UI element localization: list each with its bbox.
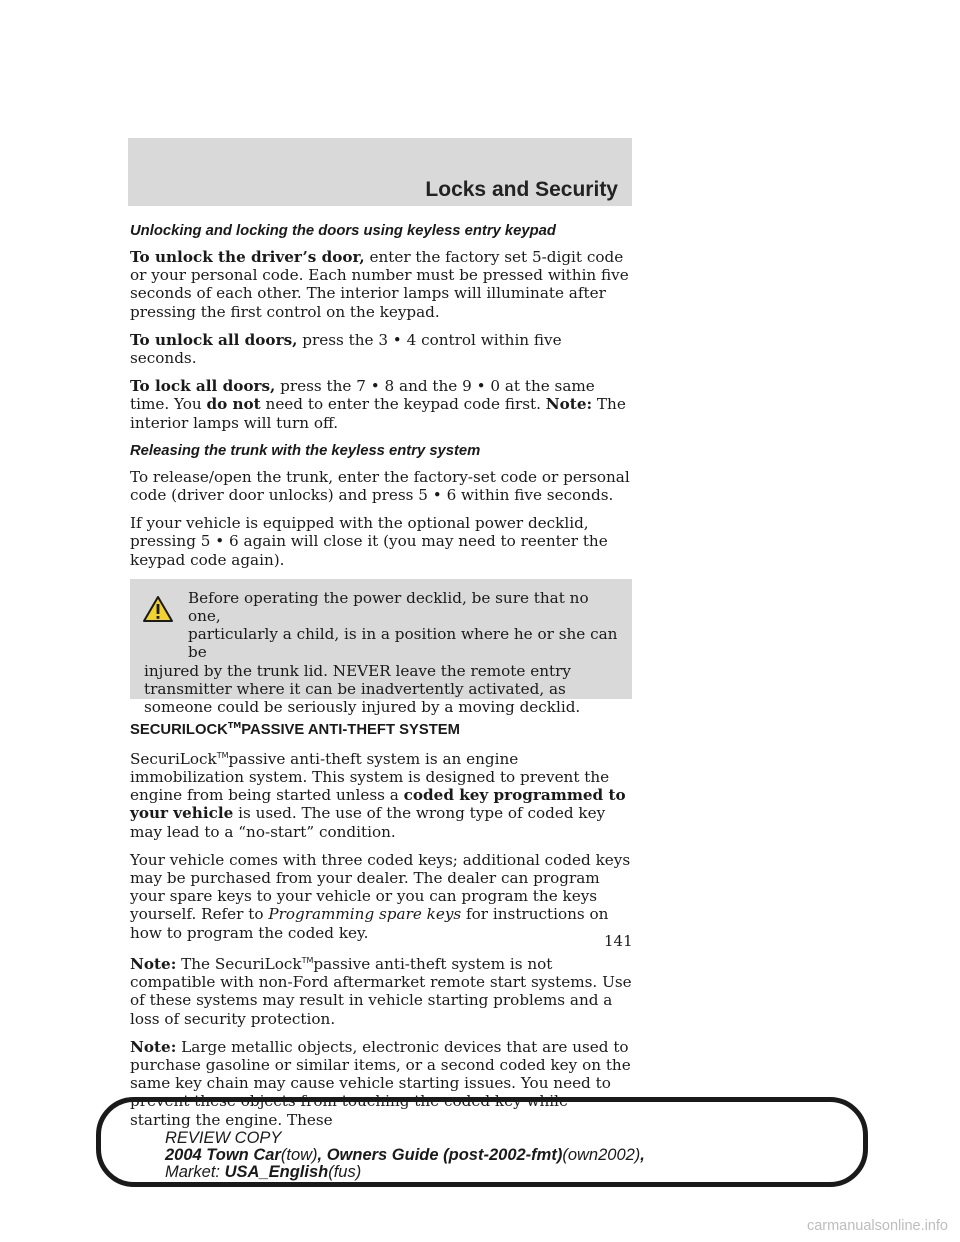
section-header-band	[128, 138, 632, 206]
review-market-code: (fus)	[328, 1163, 362, 1181]
securilock-p2-italic: Programming spare keys	[268, 905, 462, 924]
lock-all-text-1: press the 7 • 8 and the 9 • 0 at the same time. You	[130, 377, 595, 414]
unlock-driver-paragraph	[130, 248, 632, 321]
review-guide: Owners Guide (post-2002-fmt)	[326, 1146, 563, 1164]
unlock-driver-text: enter the factory set 5-digit code or your personal code. Each number must be pressed within five seconds of each other. The interior lamps will illuminate after pressing the first control on the keypad.	[130, 248, 629, 321]
review-guide-code: (own2002)	[562, 1146, 641, 1164]
review-copy-model-line: 2004 Town Car(tow), Owners Guide (post-2002-fmt)(own2002),	[165, 1146, 645, 1164]
unlock-all-label: To unlock all doors,	[130, 330, 298, 349]
review-copy-text	[165, 1130, 645, 1181]
review-copy-title: REVIEW COPY	[165, 1129, 282, 1147]
securilock-p2-a: Your vehicle comes with three coded keys; additional coded keys may be purchased from your dealer. The dealer can program your spare keys to your vehicle or you can program the keys yourself. Refer to	[130, 850, 631, 924]
warning-rest: injured by the trunk lid. NEVER leave the remote entry transmitter where it can be inadvertently activated, as someone could be seriously injured by a moving decklid.	[144, 661, 581, 717]
lock-all-paragraph	[130, 377, 632, 432]
review-market-label: Market:	[165, 1163, 221, 1181]
warning-box	[130, 579, 632, 717]
lock-all-note: The interior lamps will turn off.	[130, 395, 626, 432]
note-label: Note:	[130, 1037, 177, 1056]
warning-line-1: Before operating the power decklid, be sure that no one,	[188, 588, 589, 626]
securilock-paragraph-2	[130, 851, 632, 942]
trunk-paragraph-1: To release/open the trunk, enter the factory-set code or personal code (driver door unlocks) and press 5 • 6 within five seconds.	[130, 467, 630, 505]
trademark-mark: TM	[301, 955, 314, 965]
page-content	[130, 222, 632, 1139]
trunk-paragraph-2: If your vehicle is equipped with the optional power decklid, pressing 5 • 6 again will close it (you may need to reenter the keypad code again).	[130, 514, 608, 569]
review-copy-box	[96, 1097, 868, 1187]
securilock-p1-c: is used. The use of the wrong type of coded key may lead to a “no-start” condition.	[130, 804, 606, 841]
lock-all-do-not: do not	[206, 395, 261, 414]
warning-triangle-icon	[142, 595, 174, 623]
review-copy-market-line	[165, 1164, 645, 1181]
lock-all-label: To lock all doors,	[130, 377, 276, 396]
unlock-driver-label: To unlock the driver’s door,	[130, 248, 365, 266]
lock-all-text-2: need to enter the keypad code first.	[265, 395, 541, 414]
trunk-heading: Releasing the trunk with the keyless entry system	[130, 442, 481, 459]
securilock-note-1	[130, 952, 632, 1028]
note-label: Note:	[130, 954, 177, 973]
securilock-heading-2: PASSIVE ANTI-THEFT SYSTEM	[241, 721, 460, 738]
note2-text: Large metallic objects, electronic devices that are used to purchase gasoline or similar items, or a second coded key on the same key chain may cause vehicle starting issues. You need to prevent these objects from touching the coded key while starting the engine. These	[130, 1037, 631, 1129]
note1-b: passive anti-theft system is not compatible with non-Ford aftermarket remote start systems. Use of these systems may result in vehicle starting problems and a loss of security protection.	[130, 954, 632, 1028]
unlock-all-text: press the 3 • 4 control within five seconds.	[130, 330, 562, 368]
trademark-mark: TM	[216, 750, 229, 760]
securilock-heading	[130, 717, 632, 739]
securilock-p1-b: passive anti-theft system is an engine immobilization system. This system is designed to prevent the engine from being started unless a	[130, 749, 610, 805]
review-model: 2004 Town Car	[165, 1146, 281, 1164]
keypad-heading: Unlocking and locking the doors using keyless entry keypad	[130, 223, 556, 239]
securilock-p1-a: SecuriLock	[130, 749, 217, 768]
page-number: 141	[604, 932, 633, 950]
note-label: Note:	[545, 395, 593, 414]
watermark: carmanualsonline.info	[806, 1218, 948, 1234]
securilock-p1-bold: coded key programmed to your vehicle	[130, 786, 626, 823]
trademark-mark: TM	[227, 720, 242, 730]
warning-line-2: particularly a child, is in a position where he or she can be	[188, 625, 618, 662]
securilock-heading-1: SECURILOCK	[130, 721, 228, 738]
note1-a: The SecuriLock	[181, 954, 302, 973]
review-market: USA_English	[224, 1163, 329, 1181]
securilock-p2-b: for instructions on how to program the coded key.	[130, 905, 609, 942]
unlock-all-paragraph	[130, 331, 632, 367]
review-model-code: (tow)	[280, 1146, 318, 1164]
section-title: Locks and Security	[425, 178, 618, 201]
securilock-paragraph-1	[130, 747, 632, 841]
